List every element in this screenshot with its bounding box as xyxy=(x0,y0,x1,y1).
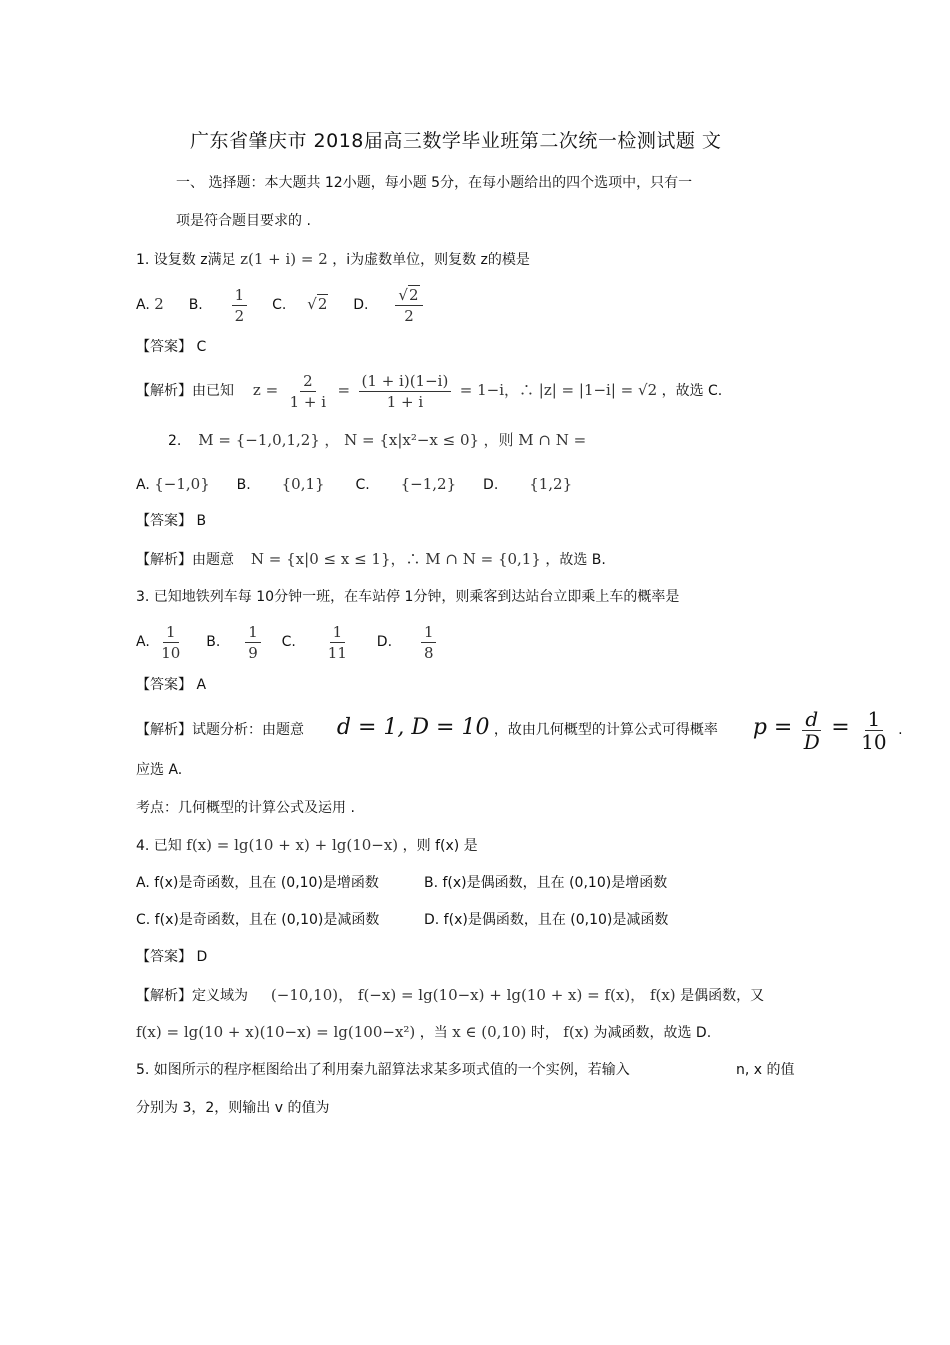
q3-option-d-fraction xyxy=(421,622,437,663)
explanation-text-d: 时， xyxy=(530,1025,559,1041)
q1-explanation xyxy=(136,368,722,413)
explanation-math: f(x) = lg(10 + x)(10−x) = lg(100−x²) xyxy=(136,1023,416,1041)
explanation-label: 【解析】定义域为 xyxy=(136,988,248,1004)
q2-stem-tail: ，则 M ∩ N = xyxy=(483,431,587,449)
q2-option-c-value: {−1,2} xyxy=(400,475,457,493)
q2-stem xyxy=(168,429,586,452)
q3-option-d-label: D. xyxy=(376,634,393,650)
q4-answer: 【答案】 D xyxy=(136,949,208,965)
page-title: 广东省肇庆市 2018届高三数学毕业班第二次统一检测试题 文 xyxy=(190,130,722,152)
q2-explanation xyxy=(136,548,606,571)
explanation-fx: f(x) xyxy=(563,1023,590,1041)
q1-option-d-label: D. xyxy=(353,297,369,313)
numerator: 2 xyxy=(300,371,316,392)
explanation-dD: d = 1, D = 10 xyxy=(336,715,490,740)
q2-option-b-label: B. xyxy=(236,477,251,493)
numerator: (1 + i)(1−i) xyxy=(359,371,452,392)
q3-option-c-fraction xyxy=(325,622,350,663)
q4-option-c: C. f(x)是奇函数，且在 (0,10)是减函数 xyxy=(136,912,380,928)
q4-stem-math: f(x) = lg(10 + x) + lg(10−x) xyxy=(186,836,399,854)
denominator: 10 xyxy=(161,643,181,662)
explanation-label: 【解析】试题分析：由题意 xyxy=(136,722,304,738)
q2-set-m: M = {−1,0,1,2} xyxy=(198,431,320,449)
q1-option-b-label: B. xyxy=(188,297,203,313)
explanation-dot: . xyxy=(898,722,903,738)
fraction-d-over-D xyxy=(801,708,823,753)
q2-option-b-value: {0,1} xyxy=(281,475,325,493)
denominator: 1 + i xyxy=(386,392,424,411)
q1-option-a-value: 2 xyxy=(154,295,164,313)
q2-set-n: ， N = {x|x²−x ≤ 0} xyxy=(324,431,480,449)
q3-option-b-fraction xyxy=(245,622,261,663)
math-z: z = xyxy=(252,381,279,399)
q1-options xyxy=(136,282,427,327)
explanation-text-b: ，当 xyxy=(419,1025,448,1041)
explanation-label: 【解析】由题意 xyxy=(136,552,234,568)
fraction-1 xyxy=(287,371,329,412)
math-tail: = 1−i，∴ |z| = |1−i| = √2 xyxy=(459,381,658,399)
q3-option-c-label: C. xyxy=(281,634,296,650)
explanation-p: p = xyxy=(752,715,793,740)
q2-option-d-label: D. xyxy=(483,477,499,493)
q4-stem-b: ，则 f(x) 是 xyxy=(402,838,478,854)
q1-option-b-fraction xyxy=(232,285,248,326)
q3-stem: 3. 已知地铁列车每 10分钟一班，在车站停 1分钟，则乘客到达站台立即乘上车的概率是 xyxy=(136,589,680,605)
q3-choose: 应选 A. xyxy=(136,762,183,778)
q5-stem-line1-tail: n, x 的值 xyxy=(736,1062,795,1078)
q2-number: 2. xyxy=(168,433,182,449)
q4-explanation-line2 xyxy=(136,1021,711,1044)
q1-option-a-label: A. xyxy=(136,297,150,313)
numerator: 1 xyxy=(865,708,884,731)
denominator: D xyxy=(803,729,820,754)
q3-option-b-label: B. xyxy=(206,634,221,650)
q1-option-c-sqrt: √2 xyxy=(307,295,328,313)
numerator: 1 xyxy=(232,285,248,306)
denominator: 1 + i xyxy=(289,392,327,411)
q2-option-d-value: {1,2} xyxy=(529,475,573,493)
numerator: √2 xyxy=(395,285,422,306)
denominator: 11 xyxy=(327,643,347,662)
numerator: 1 xyxy=(330,622,346,643)
q4-option-b: B. f(x)是偶函数，且在 (0,10)是增函数 xyxy=(424,875,668,891)
q2-option-a-label: A. xyxy=(136,477,150,493)
q4-option-d: D. f(x)是偶函数，且在 (0,10)是减函数 xyxy=(424,912,669,928)
q1-stem-text-b: ，i为虚数单位，则复数 z的模是 xyxy=(332,252,530,268)
q3-option-a-fraction xyxy=(158,622,183,663)
section-intro-line2: 项是符合题目要求的 . xyxy=(176,213,311,229)
q3-options xyxy=(136,620,440,664)
q3-explanation xyxy=(136,704,903,754)
radicand: 2 xyxy=(408,285,419,304)
explanation-end: ，故选 B. xyxy=(545,552,606,568)
explanation-mid: ，故由几何概型的计算公式可得概率 xyxy=(493,722,718,738)
numerator: 1 xyxy=(421,622,437,643)
section-intro-line1: 一、 选择题：本大题共 12小题，每小题 5分，在每小题给出的四个选项中，只有一 xyxy=(176,175,693,191)
q4-explanation-line1 xyxy=(136,984,764,1007)
explanation-math: N = {x|0 ≤ x ≤ 1}，∴ M ∩ N = {0,1} xyxy=(250,550,541,568)
explanation-math: (−10,10)， f(−x) = lg(10−x) + lg(10 + x) = f(x)， f(x) xyxy=(270,986,676,1004)
explanation-end: 为减函数，故选 D. xyxy=(593,1025,712,1041)
q5-stem-line1: 5. 如图所示的程序框图给出了利用秦九韶算法求某多项式值的一个实例，若输入 xyxy=(136,1062,630,1078)
explanation-end: ，故选 C. xyxy=(661,383,723,399)
numerator: d xyxy=(802,708,821,731)
q3-answer: 【答案】 A xyxy=(136,677,207,693)
denominator: 9 xyxy=(248,643,258,662)
numerator: 1 xyxy=(245,622,261,643)
math-equals: = xyxy=(337,381,351,399)
q2-answer: 【答案】 B xyxy=(136,513,207,529)
numerator: 1 xyxy=(163,622,179,643)
fraction-1-over-10 xyxy=(858,708,889,753)
q4-option-a: A. f(x)是奇函数，且在 (0,10)是增函数 xyxy=(136,875,379,891)
q1-stem-text-a: 1. 设复数 z满足 xyxy=(136,252,236,268)
q3-option-a-label: A. xyxy=(136,634,150,650)
fraction-2 xyxy=(359,371,452,412)
explanation-equals: = xyxy=(831,715,850,740)
explanation-end: 是偶函数，又 xyxy=(680,988,765,1004)
q2-option-a-value: {−1,0} xyxy=(154,475,210,493)
denominator: 8 xyxy=(423,643,434,662)
q1-option-c-label: C. xyxy=(272,297,287,313)
q4-stem-a: 4. 已知 xyxy=(136,838,182,854)
q5-stem-line2: 分别为 3，2，则输出 v 的值为 xyxy=(136,1100,330,1116)
q1-answer: 【答案】 C xyxy=(136,339,207,355)
q2-option-c-label: C. xyxy=(355,477,370,493)
radicand: 2 xyxy=(317,295,328,313)
q4-stem xyxy=(136,834,478,857)
q2-options xyxy=(136,473,572,496)
explanation-label: 【解析】由已知 xyxy=(136,383,234,399)
q1-stem xyxy=(136,248,530,271)
denominator: 2 xyxy=(234,306,245,325)
q1-option-d-fraction xyxy=(395,285,422,326)
explanation-domain: x ∈ (0,10) xyxy=(452,1023,527,1041)
denominator: 10 xyxy=(861,729,887,754)
q3-kaodian: 考点：几何概型的计算公式及运用 . xyxy=(136,800,355,816)
q1-stem-math: z(1 + i) = 2 xyxy=(240,250,328,268)
denominator: 2 xyxy=(404,306,414,325)
